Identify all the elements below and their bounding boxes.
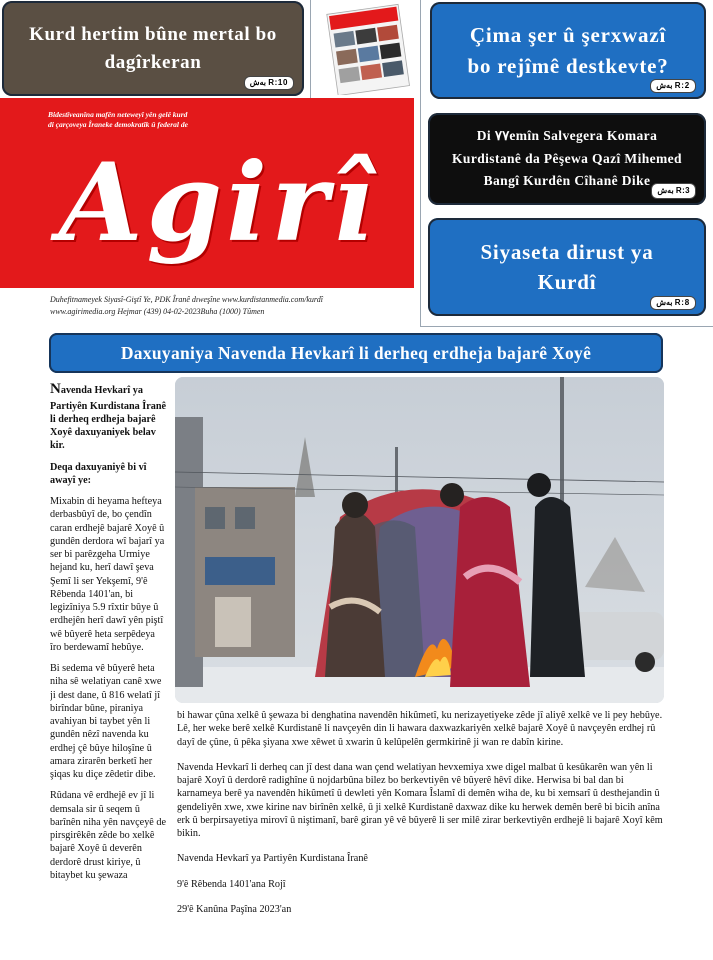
article-photo[interactable] [175,377,664,703]
page-ref-badge: بەش R:8 [650,296,696,310]
article-signature: Navenda Hevkarî ya Partiyên Kurdistana Îranê [177,853,368,865]
page-ref-badge: بەش R:10 [244,76,294,90]
article-paragraph: bi hawar çûna xelkê û şewaza bi denghatina navendên hikûmetî, ku nerizayetiyeke zêde jî aliyê xelkê ve li pey hebûye. Lê, her weke berê xelkê Kurdistanê li navçeyên din li hawara daxwazkariyên xelkê bajarê Xoyê û navçeyên erdhej rû dayî de çûne, û pêka şiyana xwe xêwet û xwarin û kelûpelên germkirinê ji wan re dabîn kirine. [177,710,663,748]
teaser-title: Çima şer û şerxwazî bo rejîmê destkevte? [467,23,669,78]
teaser-title: Siyaseta dirust ya Kurdî [480,239,654,294]
article-subheading: Deqa daxuyaniyê bi vî awayî ye: [50,461,147,486]
article-body [177,709,663,928]
teaser-hero-left[interactable] [2,1,304,96]
article-left-column [50,380,168,920]
article-paragraph: Rûdana vê erdhejê ev jî li demsala sir û seqem û barînên niha yên navçeyê de pirsgirêkên zêde bo xelkê bajarê Xoyê û deverên derdorê drust kiriye, û bitaybet ku şewaza [50,790,166,881]
article-date-kurdish: 9'ê Rêbenda 1401'ana Rojî [177,878,286,890]
teaser-title: Kurd hertim bûne mertal bo dagîrkeran [29,23,277,73]
article-date-gregorian: 29'ê Kanûna Paşîna 2023'an [177,903,292,915]
teaser-blue-bottom[interactable] [428,218,706,316]
masthead-subline: Duhefitnameyek Siyasî-Giştî Ye, PDK Îranê dıweşîne www.kurdistanmedia.com/kurdî www.agirimedia.org Hejmar (439) 04-02-2023Buha (1000) Tûmen [50,295,323,316]
article-paragraph: Navenda Hevkarî li derheq can jî dest dana wan çend welatiyan hevxemiya xwe digel malbat û kesûkarên wan yên li bajarê Xoyî û derdorê radighîne û nojdarbûna bilez bo berkevtiyên vê bûyerê hêvî dike. Herwisa bi bal dan bi karnameya berê ya navendên hikûmetî û dewleti yên Komara Îslamî di demên wiha de, ku bi xemsarî û desthejandin û gendeliyên xwe, xwe kirine nav birînên xelkê, û ji xelkê Kurdistanê daxwaz dike ku herwek demên berê bi bicih anîna erk û berpirsayetiya mirovî û niştimanî, barê giran yê vê bûyerê li ser milê zirar berkevtiyên erdhejê li bajarê Xoyî kêm bikin. [177,761,663,839]
article-headline[interactable] [49,333,663,373]
magazine-cover-thumbnail[interactable] [322,3,414,95]
article-paragraph: Mixabin di heyama hefteya derbasbûyî de, bo çendîn caran erdhejê bajarê Xoyê û gundên derdora wî bajarî ya ser bi parêzgeha Urmiye hejand ku, herî dawî şeva Şemî li ser Yekşemî, 9'ê Rêbenda 1401'an, bi legizîniya 5.9 rîxtir bûye û erdhejên herî dawî yên piştî wê bûyerê heta serpêdeya îro berdewamî hebûye. [50,496,165,653]
divider [310,0,311,98]
teaser-black[interactable] [428,113,706,205]
article-lead: Navenda Hevkarî ya Partiyên Kurdistana Îranê li derheq erdheja bajarê Xoyê daxuyaniyek belav kir. [50,381,167,452]
teaser-title: Di ٧٧emîn Salvegera Komara Kurdistanê da Pêşewa Qazî Mihemed Bangî Kurdên Cîhanê Dike [452,127,682,189]
divider [420,0,421,326]
page-ref-badge: بەش R:2 [650,79,696,93]
teaser-hero-right[interactable] [430,2,706,99]
masthead-tagline: Bidestîveanîna mafên neteweyî yên gelê kurd di çarçoveya Îraneke demokratîk û federal de [48,110,188,130]
masthead-logo: Agirî [58,140,378,266]
page-ref-badge: بەش R:3 [651,183,696,199]
masthead [0,98,414,288]
earthquake-tent-photo [175,377,664,703]
cover-thumbnail-image [322,3,414,95]
article-headline-text: Daxuyaniya Navenda Hevkarî li derheq erdheja bajarê Xoyê [120,342,592,363]
article-paragraph: Bi sedema vê bûyerê heta niha sê welatiyan canê xwe ji dest dane, û 816 welatî jî birîndar bûne, piraniya avahiyan bi taybet yên li gundên nêzî navenda ku erdhej çê bûye hiloşîne û amara zirarên berketî her şiqas ku diçe zêdetir dibe. [50,663,162,780]
divider [420,326,713,327]
